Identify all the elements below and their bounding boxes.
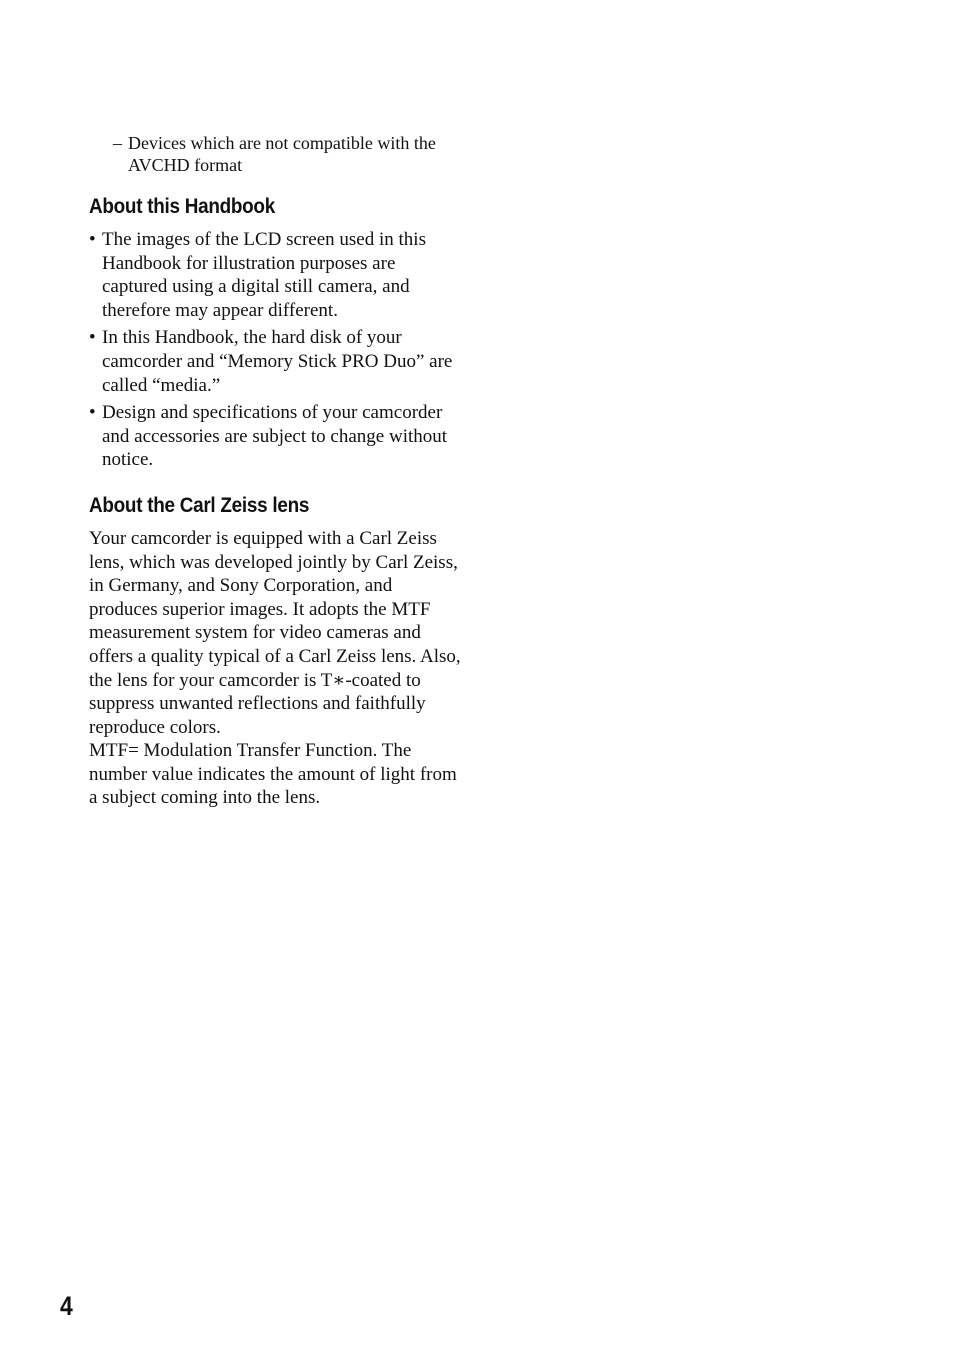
handbook-bullet-list	[89, 228, 461, 472]
list-item	[89, 326, 461, 397]
list-item-text: The images of the LCD screen used in this Handbook for illustration purposes are captured using a digital still camera, and therefore may appear different.	[102, 229, 426, 321]
list-item	[89, 401, 461, 472]
bullet-marker: •	[89, 327, 96, 349]
list-item-text: In this Handbook, the hard disk of your camcorder and “Memory Stick PRO Duo” are called “media.”	[102, 327, 453, 396]
dash-item-text: Devices which are not compatible with the AVCHD format	[128, 133, 436, 175]
section-heading-handbook: About this Handbook	[89, 195, 275, 218]
page-number: 4	[60, 1291, 73, 1321]
lens-description-paragraph: Your camcorder is equipped with a Carl Zeiss lens, which was developed jointly by Carl Zeiss, in Germany, and Sony Corporation, and produces superior images. It adopts the MTF measurement system for video cameras and offers a quality typical of a Carl Zeiss lens. Also, the lens for your camcorder is T∗-coated to suppress unwanted reflections and faithfully reproduce colors.	[89, 527, 461, 738]
list-item	[89, 228, 461, 322]
content-column	[89, 130, 461, 810]
list-item-text: Design and specifications of your camcorder and accessories are subject to change without notice.	[102, 402, 448, 471]
dash-marker: –	[113, 133, 122, 153]
bullet-marker: •	[89, 402, 96, 424]
section-heading-carl-zeiss-lens: About the Carl Zeiss lens	[89, 493, 310, 517]
bullet-marker: •	[89, 229, 96, 250]
dash-list-item	[89, 132, 461, 176]
mtf-note-paragraph: MTF= Modulation Transfer Function. The number value indicates the amount of light from a subject coming into the lens.	[89, 740, 457, 809]
